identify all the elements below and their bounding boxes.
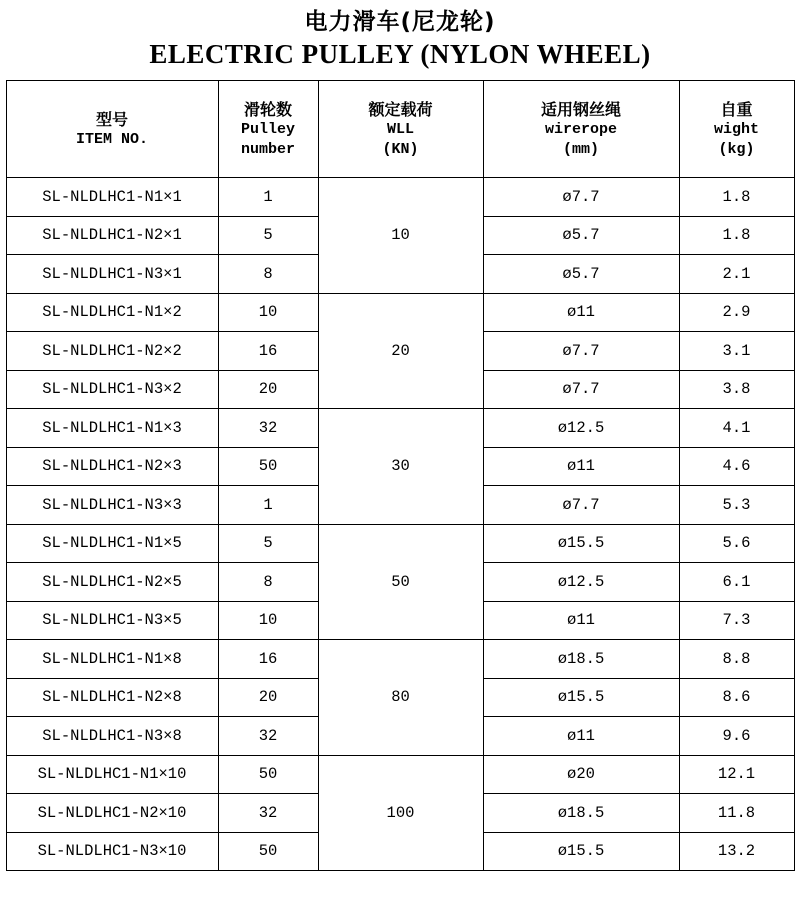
column-header-item-no-en: ITEM NO. — [75, 131, 148, 149]
cell-wirerope: ø20 — [483, 755, 679, 794]
cell-wll: 30 — [318, 409, 483, 525]
cell-weight: 13.2 — [679, 832, 794, 871]
cell-wll: 50 — [318, 524, 483, 640]
cell-wirerope: ø18.5 — [483, 794, 679, 833]
cell-pulley-number: 32 — [218, 794, 318, 833]
cell-weight: 5.6 — [679, 524, 794, 563]
cell-item-no: SL-NLDLHC1-N3×1 — [6, 255, 218, 294]
title-english: ELECTRIC PULLEY (NYLON WHEEL) — [149, 38, 651, 69]
cell-weight: 6.1 — [679, 563, 794, 602]
cell-item-no: SL-NLDLHC1-N2×1 — [6, 216, 218, 255]
cell-wirerope: ø7.7 — [483, 370, 679, 409]
cell-item-no: SL-NLDLHC1-N1×2 — [6, 293, 218, 332]
cell-weight: 11.8 — [679, 794, 794, 833]
cell-pulley-number: 16 — [218, 332, 318, 371]
cell-wirerope: ø5.7 — [483, 216, 679, 255]
title-chinese: 电力滑车(尼龙轮) — [304, 9, 496, 35]
column-header-wll-cn: 额定载荷 — [368, 99, 433, 119]
cell-pulley-number: 50 — [218, 447, 318, 486]
cell-wll: 20 — [318, 293, 483, 409]
cell-weight: 8.8 — [679, 640, 794, 679]
cell-weight: 1.8 — [679, 178, 794, 217]
table-row — [6, 640, 794, 679]
cell-wll: 100 — [318, 755, 483, 871]
cell-pulley-number: 16 — [218, 640, 318, 679]
cell-pulley-number: 32 — [218, 409, 318, 448]
column-header-weight-cn: 自重 — [720, 99, 753, 119]
table-row — [6, 755, 794, 794]
cell-item-no: SL-NLDLHC1-N2×5 — [6, 563, 218, 602]
column-header-wirerope-unit: (mm) — [562, 140, 599, 158]
column-header-weight-unit: (kg) — [718, 140, 755, 158]
cell-pulley-number: 50 — [218, 755, 318, 794]
cell-wirerope: ø7.7 — [483, 332, 679, 371]
cell-pulley-number: 1 — [218, 486, 318, 525]
cell-item-no: SL-NLDLHC1-N3×2 — [6, 370, 218, 409]
cell-wirerope: ø15.5 — [483, 678, 679, 717]
cell-item-no: SL-NLDLHC1-N2×10 — [6, 794, 218, 833]
cell-item-no: SL-NLDLHC1-N3×3 — [6, 486, 218, 525]
table-row — [6, 524, 794, 563]
cell-wirerope: ø11 — [483, 717, 679, 756]
column-header-pulley-number — [218, 81, 318, 178]
cell-wirerope: ø7.7 — [483, 178, 679, 217]
cell-wirerope: ø5.7 — [483, 255, 679, 294]
column-header-wirerope-cn: 适用钢丝绳 — [540, 99, 621, 119]
cell-item-no: SL-NLDLHC1-N1×3 — [6, 409, 218, 448]
cell-pulley-number: 20 — [218, 678, 318, 717]
column-header-pulley-number-cn: 滑轮数 — [243, 99, 292, 119]
cell-pulley-number: 50 — [218, 832, 318, 871]
column-header-pulley-number-en: Pulley — [240, 121, 295, 139]
cell-wirerope: ø11 — [483, 447, 679, 486]
cell-weight: 2.1 — [679, 255, 794, 294]
cell-item-no: SL-NLDLHC1-N3×8 — [6, 717, 218, 756]
cell-pulley-number: 32 — [218, 717, 318, 756]
cell-wirerope: ø15.5 — [483, 832, 679, 871]
cell-weight: 4.6 — [679, 447, 794, 486]
page-title — [0, 0, 800, 74]
cell-weight: 9.6 — [679, 717, 794, 756]
header-row — [6, 81, 794, 178]
cell-pulley-number: 20 — [218, 370, 318, 409]
table-row — [6, 293, 794, 332]
cell-wirerope: ø11 — [483, 293, 679, 332]
cell-item-no: SL-NLDLHC1-N3×5 — [6, 601, 218, 640]
cell-pulley-number: 8 — [218, 563, 318, 602]
cell-pulley-number: 10 — [218, 601, 318, 640]
cell-item-no: SL-NLDLHC1-N1×8 — [6, 640, 218, 679]
table-body — [6, 178, 794, 871]
cell-item-no: SL-NLDLHC1-N1×5 — [6, 524, 218, 563]
cell-weight: 3.8 — [679, 370, 794, 409]
cell-weight: 12.1 — [679, 755, 794, 794]
specification-table — [6, 80, 795, 871]
cell-weight: 5.3 — [679, 486, 794, 525]
cell-pulley-number: 1 — [218, 178, 318, 217]
column-header-weight — [679, 81, 794, 178]
cell-item-no: SL-NLDLHC1-N3×10 — [6, 832, 218, 871]
cell-weight: 8.6 — [679, 678, 794, 717]
column-header-item-no-cn: 型号 — [95, 109, 128, 129]
cell-pulley-number: 5 — [218, 216, 318, 255]
cell-wirerope: ø7.7 — [483, 486, 679, 525]
cell-weight: 3.1 — [679, 332, 794, 371]
cell-pulley-number: 10 — [218, 293, 318, 332]
cell-pulley-number: 8 — [218, 255, 318, 294]
cell-item-no: SL-NLDLHC1-N2×8 — [6, 678, 218, 717]
cell-wirerope: ø18.5 — [483, 640, 679, 679]
table-header — [6, 81, 794, 178]
cell-wirerope: ø11 — [483, 601, 679, 640]
cell-weight: 1.8 — [679, 216, 794, 255]
cell-item-no: SL-NLDLHC1-N2×3 — [6, 447, 218, 486]
cell-item-no: SL-NLDLHC1-N1×1 — [6, 178, 218, 217]
column-header-wll — [318, 81, 483, 178]
cell-item-no: SL-NLDLHC1-N1×10 — [6, 755, 218, 794]
cell-wll: 10 — [318, 178, 483, 294]
cell-pulley-number: 5 — [218, 524, 318, 563]
cell-wll: 80 — [318, 640, 483, 756]
cell-wirerope: ø12.5 — [483, 409, 679, 448]
cell-item-no: SL-NLDLHC1-N2×2 — [6, 332, 218, 371]
column-header-wirerope — [483, 81, 679, 178]
cell-weight: 4.1 — [679, 409, 794, 448]
column-header-pulley-number-en2: number — [240, 140, 295, 158]
column-header-weight-en: wight — [713, 121, 759, 139]
column-header-wll-en: WLL — [386, 121, 414, 139]
table-row — [6, 178, 794, 217]
cell-wirerope: ø12.5 — [483, 563, 679, 602]
cell-wirerope: ø15.5 — [483, 524, 679, 563]
column-header-wirerope-en: wirerope — [544, 121, 617, 139]
cell-weight: 2.9 — [679, 293, 794, 332]
table-row — [6, 409, 794, 448]
cell-weight: 7.3 — [679, 601, 794, 640]
column-header-wll-unit: (KN) — [382, 140, 419, 158]
column-header-item-no — [6, 81, 218, 178]
